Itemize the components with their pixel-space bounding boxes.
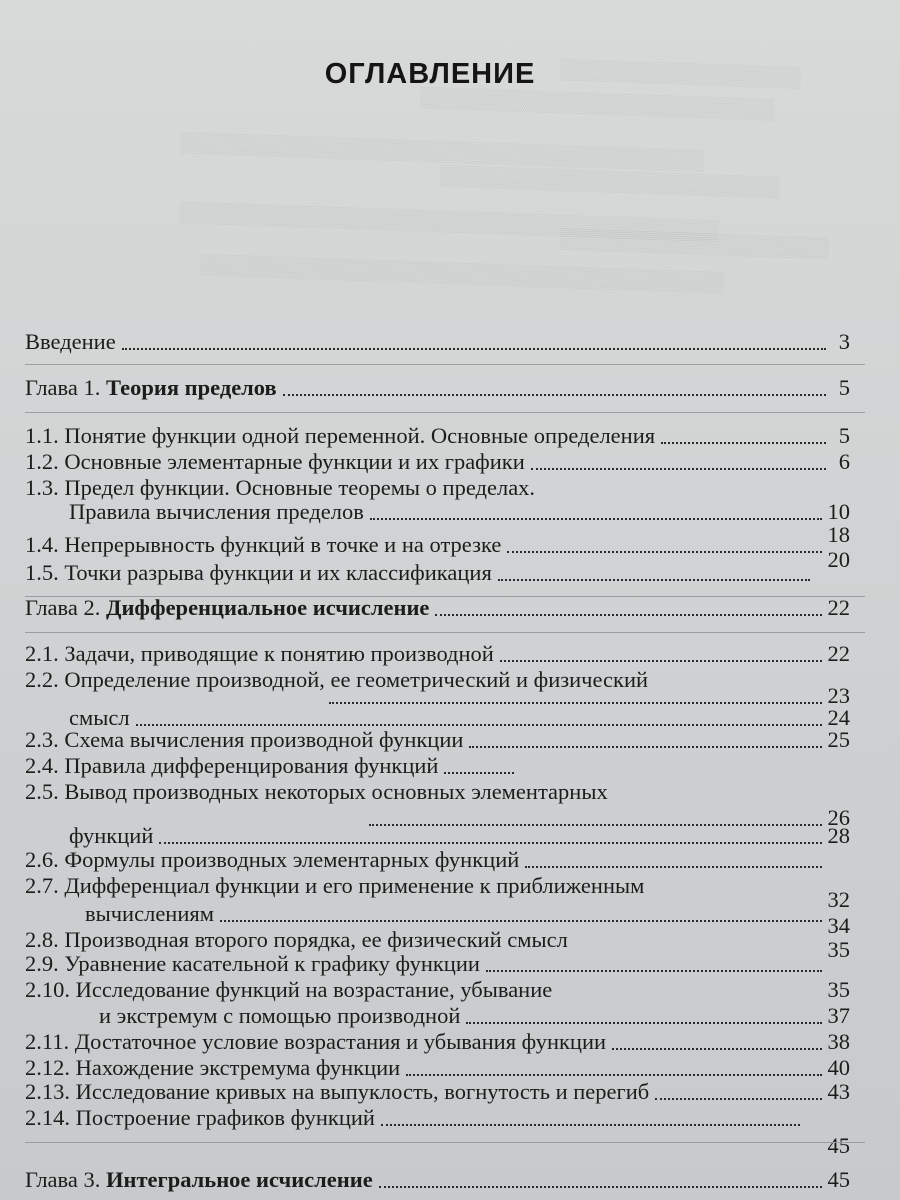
toc-page-number: 43 [827,1079,850,1104]
section-number: 2.2. [25,667,65,692]
toc-entry-title: Введение [25,329,116,354]
dot-leader [283,388,826,396]
toc-entry [25,752,850,780]
toc-entry [25,1002,850,1030]
toc-entry [25,778,850,806]
toc-page-number: 5 [838,423,850,448]
toc-entry-title: Непрерывность функций в точке и на отрезке [64,532,502,557]
toc-entry-title: Исследование кривых на выпуклость, вогнутость и перегиб [75,1079,650,1104]
toc-entry [25,1078,850,1106]
toc-entry-title: Построение графиков функций [75,1105,375,1130]
toc-entry-title: Предел функции. Основные теоремы о пределах. [64,475,536,500]
section-number: 2.9. [25,951,65,976]
toc-page-number: 5 [838,375,850,400]
dot-leader [525,860,821,868]
toc-entry [25,1132,850,1160]
toc-entry [25,422,850,450]
show-through-text: ▒▒▒▒▒▒▒▒▒▒▒▒▒▒▒▒▒▒▒▒▒▒▒▒▒ [419,86,775,122]
dot-leader [612,1042,821,1050]
toc-page-number: 22 [827,595,850,620]
toc-entry [25,950,850,978]
section-number: 2.8. [25,927,65,952]
toc-entry-title: Уравнение касательной к графику функции [64,951,480,976]
dot-leader [370,512,822,520]
toc-entry-title: Основные элементарные функции и их графики [64,449,525,474]
chapter-number: Глава 3. [25,1167,106,1192]
dot-leader [329,696,822,704]
dot-leader [136,718,822,726]
toc-page-number: 23 [827,683,850,708]
toc-entry-title: Производная второго порядка, ее физический смысл [64,927,568,952]
toc-page-number: 18 [827,522,850,547]
show-through-text: ▒▒▒▒▒▒▒▒▒▒▒▒▒▒▒▒▒▒▒▒▒▒▒▒▒▒▒▒▒▒▒▒▒▒▒▒▒ [179,131,705,173]
section-number: 2.7. [25,873,65,898]
toc-page-number: 3 [838,329,850,354]
toc-entry [25,1104,850,1132]
show-through-text: ▒▒▒▒▒▒▒▒▒▒▒▒▒▒▒▒▒▒▒▒▒▒▒▒▒▒▒▒▒▒▒▒▒▒▒▒▒ [199,253,725,295]
section-number: 2.13. [25,1079,76,1104]
toc-entry-title: Понятие функции одной переменной. Основные определения [64,423,656,448]
toc-entry-title: Формулы производных элементарных функций [64,847,520,872]
chapter-title: Дифференциальное исчисление [105,595,430,620]
section-number: 1.4. [25,532,65,557]
toc-entry [25,559,850,587]
toc-page-number: 35 [827,937,850,962]
toc-page-number: 28 [827,823,850,848]
dot-leader [159,836,821,844]
dot-leader [486,964,822,972]
toc-entry [25,1028,850,1056]
show-through-text: ▒▒▒▒▒▒▒▒▒▒▒▒▒▒▒▒▒▒▒▒▒▒▒▒ [439,165,781,199]
toc-entry-title: Точки разрыва функции и их классификация [64,560,492,585]
toc-page-number: 35 [827,977,850,1002]
toc-entry-title: Достаточное условие возрастания и убывания функции [74,1029,607,1054]
chapter-number: Глава 1. [25,375,106,400]
dot-leader [531,462,826,470]
toc-page-number: 22 [827,641,850,666]
toc-entry [25,976,850,1004]
chapter-title: Теория пределов [105,375,277,400]
show-through-text: ▒▒▒▒▒▒▒▒▒▒▒▒▒▒▒▒▒ [559,58,802,90]
toc-page-number: 24 [827,705,850,730]
toc-entry [25,640,850,668]
section-number: 2.14. [25,1105,76,1130]
section-number: 1.5. [25,560,65,585]
show-through-text: ▒▒▒▒▒▒▒▒▒▒▒▒▒▒▒▒▒▒▒▒▒▒▒▒▒▒▒▒▒▒▒▒▒▒▒▒▒▒ [179,201,719,243]
dot-leader [466,1016,821,1024]
toc-entry-title: функций [69,823,154,848]
dot-leader [661,436,826,444]
dot-leader [381,1118,800,1126]
toc-entry-title: Исследование функций на возрастание, убывание [75,977,553,1002]
show-through-text: ▒▒▒▒▒▒▒▒▒▒▒▒▒▒▒▒▒▒▒ [559,228,830,260]
section-number: 2.4. [25,753,65,778]
section-number: 1.1. [25,423,65,448]
toc-page-number: 37 [827,1003,850,1028]
section-number: 2.11. [25,1029,75,1054]
section-number: 1.2. [25,449,65,474]
toc-entry [25,448,850,476]
toc-page-number: 34 [827,913,850,938]
toc-page-number: 40 [827,1055,850,1080]
section-number: 2.3. [25,727,65,752]
section-number: 2.5. [25,779,65,804]
toc-entry-title: Дифференциал функции и его применение к приближенным [64,873,645,898]
toc-page-number: 38 [827,1029,850,1054]
section-number: 2.6. [25,847,65,872]
section-divider [25,412,865,413]
section-number: 1.3. [25,475,65,500]
section-number: 2.10. [25,977,76,1002]
toc-page-number: 25 [827,727,850,752]
toc-page-number: 26 [827,805,850,830]
dot-leader [469,740,821,748]
toc-entry-title: Определение производной, ее геометрический и физический [64,667,649,692]
chapter-title: Интегральное исчисление [105,1167,373,1192]
section-divider [25,632,865,633]
toc-page-number: 20 [827,547,850,572]
toc-page-number: 10 [827,499,850,524]
toc-entry-title: Правила дифференцирования функций [64,753,439,778]
toc-page-number: 45 [827,1167,850,1192]
toc-entry [25,846,850,874]
dot-leader [558,990,821,998]
toc-entry-title: Вывод производных некоторых основных элементарных [64,779,608,804]
dot-leader [379,1180,822,1188]
dot-leader [406,1068,821,1076]
dot-leader [500,654,822,662]
section-number: 2.12. [25,1055,76,1080]
section-divider [25,1142,865,1143]
toc-entry-title: Задачи, приводящие к понятию производной [64,641,494,666]
toc-chapter [25,374,850,402]
dot-leader [498,573,810,581]
section-divider [25,364,865,365]
toc-page-number: 6 [838,449,850,474]
dot-leader [435,608,821,616]
toc-entry-title: Схема вычисления производной функции [64,727,464,752]
dot-leader [655,1092,821,1100]
toc-entry-title: вычислениям [85,901,214,926]
dot-leader [122,342,826,350]
toc-chapter [25,594,850,622]
toc-page-number: 32 [827,887,850,912]
page-title: ОГЛАВЛЕНИЕ [324,58,536,90]
toc-chapter [25,1166,850,1194]
toc-entry [25,328,850,356]
toc-entry-title: Правила вычисления пределов [69,499,364,524]
chapter-number: Глава 2. [25,595,106,620]
toc-page-number: 45 [827,1133,850,1158]
toc-entry [25,726,850,754]
section-number: 2.1. [25,641,65,666]
toc-entry-title: Нахождение экстремума функции [75,1055,401,1080]
toc-entry-title: и экстремум с помощью производной [99,1003,461,1028]
dot-leader [444,766,514,774]
toc-entry-title: смысл [69,705,130,730]
